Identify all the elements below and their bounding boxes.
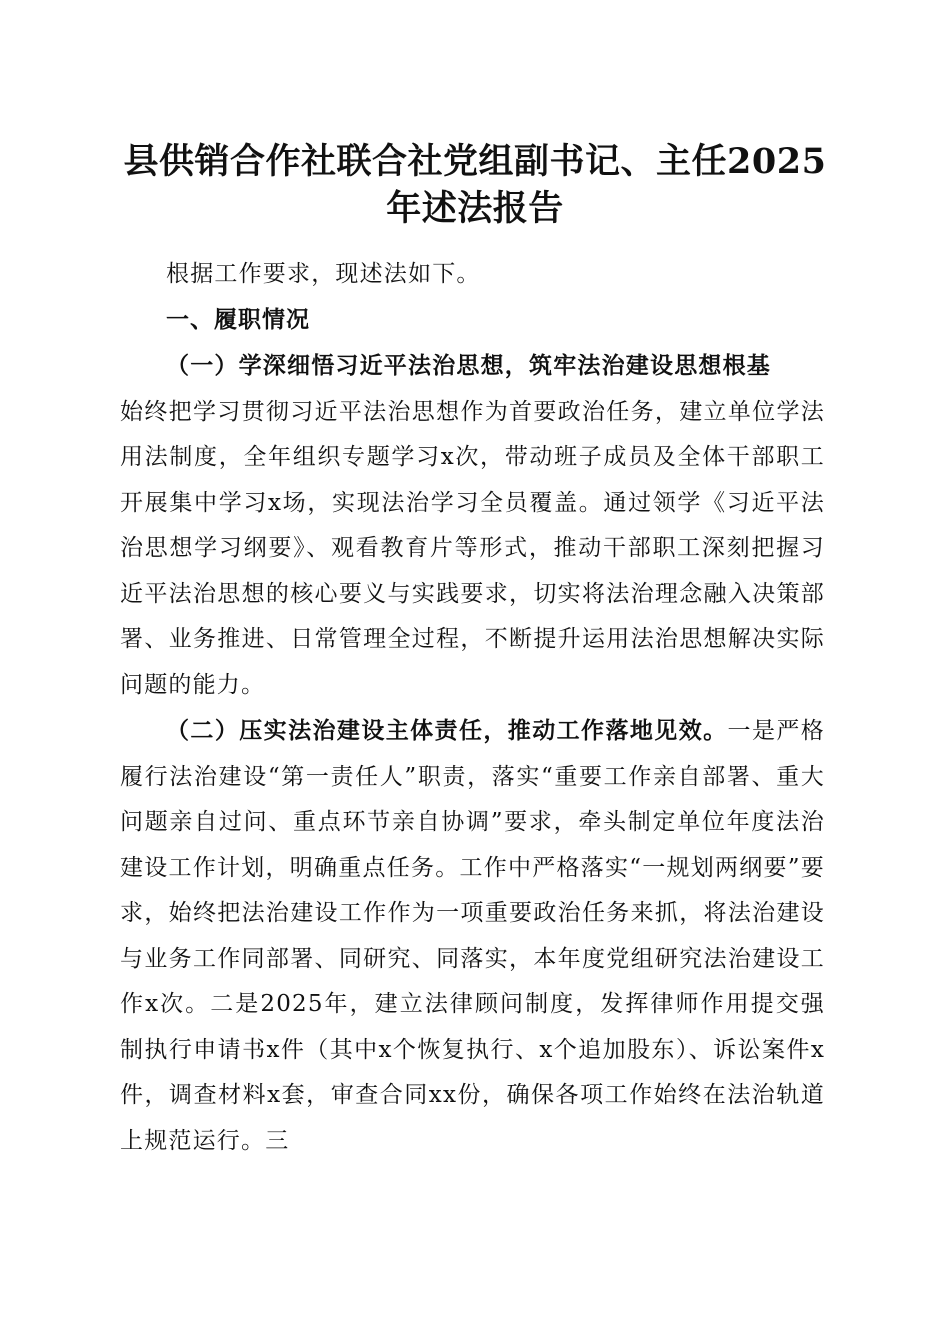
subsection-1-paragraph [120, 343, 825, 390]
document-title [120, 138, 830, 232]
document-body [120, 252, 825, 1164]
title-line-2: 年述法报告 [386, 188, 564, 229]
title-line-1: 县供销合作社联合社党组副书记、主任2025 [123, 141, 827, 182]
subsection-2-body: 一是严格履行法治建设“第一责任人”职责，落实“重要工作亲自部署、重大问题亲自过问、重点环节亲自协调”要求，牵头制定单位年度法治建设工作计划，明确重点任务。工作中严格落实“一规划两纲要”要求，始终把法治建设工作作为一项重要政治任务来抓，将法治建设与业务工作同部署、同研究、同落实，本年度党组研究法治建设工作x次。二是2025年，建立法律顾问制度，发挥律师作用提交强制执行申请书x件（其中x个恢复执行、x个追加股东）、诉讼案件x件，调查材料x套，审查合同xx份，确保各项工作始终在法治轨道上规范运行。三 [120, 718, 825, 1154]
subsection-2-heading: （二）压实法治建设主体责任，推动工作落地见效。 [166, 717, 728, 744]
subsection-1-heading: （一）学深细悟习近平法治思想，筑牢法治建设思想根基 [166, 352, 771, 379]
intro-paragraph: 根据工作要求，现述法如下。 [166, 261, 481, 287]
subsection-1-body: 始终把学习贯彻习近平法治思想作为首要政治任务，建立单位学法用法制度，全年组织专题学习x次，带动班子成员及全体干部职工开展集中学习x场，实现法治学习全员覆盖。通过领学《习近平法治思想学习纲要》、观看教育片等形式，推动干部职工深刻把握习近平法治思想的核心要义与实践要求，切实将法治理念融入决策部署、业务推进、日常管理全过程，不断提升运用法治思想解决实际问题的能力。 [120, 398, 825, 698]
subsection-1-body-paragraph [120, 390, 825, 709]
section-heading-1: 一、履职情况 [166, 306, 310, 333]
subsection-2-paragraph [120, 708, 825, 1164]
